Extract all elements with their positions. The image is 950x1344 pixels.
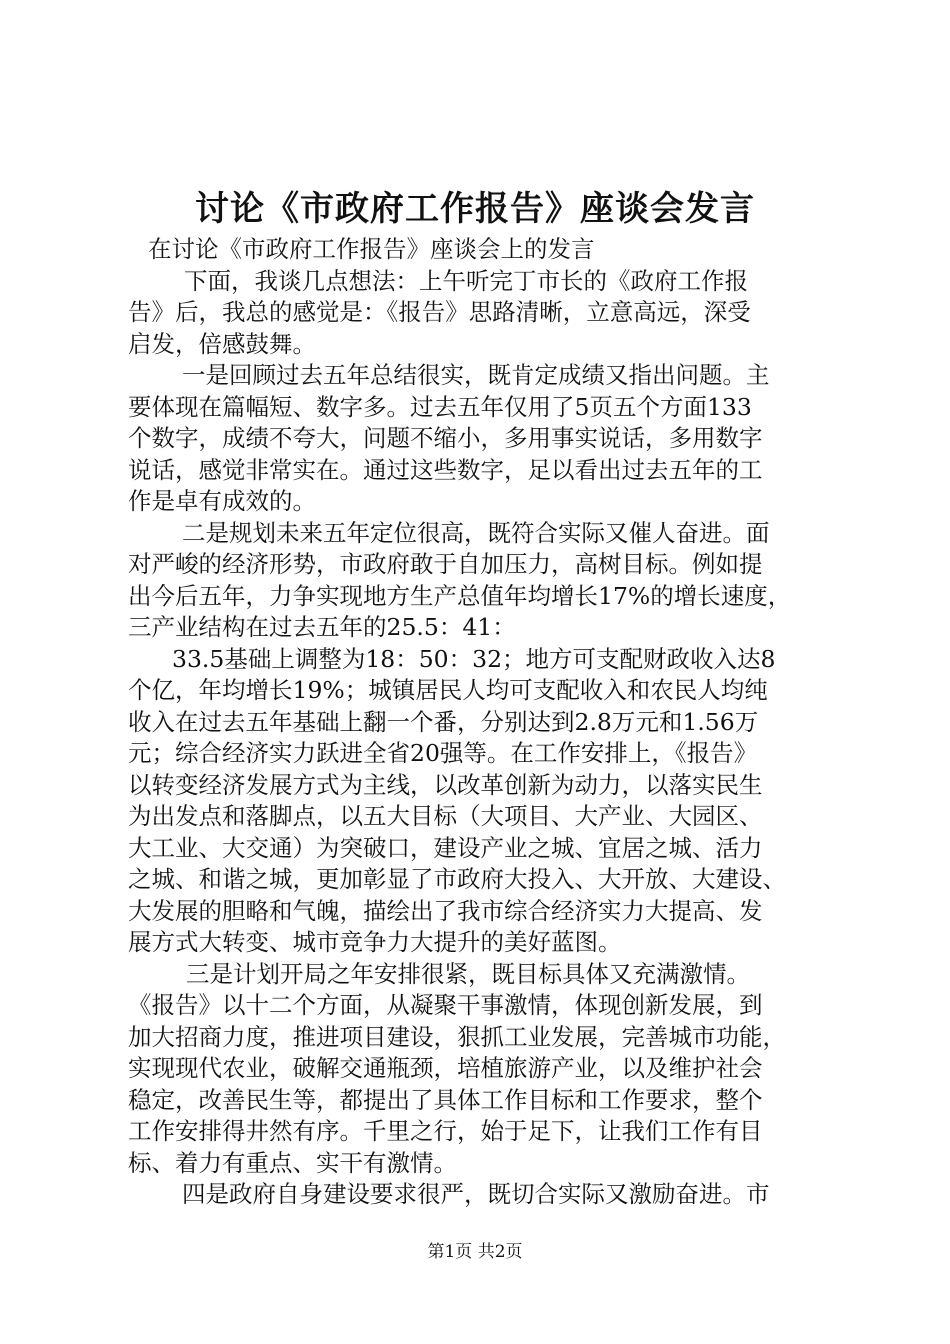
text-line: 三是计划开局之年安排很紧，既目标具体又充满激情。 bbox=[186, 959, 750, 988]
document-body bbox=[128, 234, 848, 1211]
text-line: 为出发点和落脚点，以五大目标（大项目、大产业、大园区、 bbox=[128, 802, 763, 830]
text-line: 下面，我谈几点想法：上午听完丁市长的《政府工作报 bbox=[184, 266, 748, 295]
text-line: 要体现在篇幅短、数字多。过去五年仅用了5页五个方面133 bbox=[128, 392, 752, 421]
text-line: 加大招商力度，推进项目建设，狠抓工业发展，完善城市功能， bbox=[128, 1022, 786, 1051]
text-line: 元；综合经济实力跃进全省20强等。在工作安排上，《报告》 bbox=[128, 739, 758, 767]
text-line: 《报告》以十二个方面，从凝聚干事激情，体现创新发展，到 bbox=[128, 991, 763, 1019]
text-line: 大发展的胆略和气魄，描绘出了我市综合经济实力大提高、发 bbox=[128, 896, 763, 925]
text-line: 展方式大转变、城市竞争力大提升的美好蓝图。 bbox=[128, 928, 622, 956]
text-line: 收入在过去五年基础上翻一个番，分别达到2.8万元和1.56万 bbox=[128, 707, 759, 736]
text-line: 三产业结构在过去五年的25.5：41： bbox=[128, 613, 516, 641]
text-line: 工作安排得井然有序。千里之行，始于足下，让我们工作有目 bbox=[128, 1117, 763, 1145]
text-line: 二是规划未来五年定位很高，既符合实际又催人奋进。面 bbox=[182, 518, 770, 547]
text-line: 一是回顾过去五年总结很实，既肯定成绩又指出问题。主 bbox=[182, 361, 770, 389]
document-title: 讨论《市政府工作报告》座谈会发言 bbox=[195, 189, 755, 229]
text-line: 在讨论《市政府工作报告》座谈会上的发言 bbox=[148, 235, 595, 263]
text-line: 个亿，年均增长19%；城镇居民人均可支配收入和农民人均纯 bbox=[128, 676, 768, 704]
text-line: 之城、和谐之城，更加彰显了市政府大投入、大开放、大建设、 bbox=[128, 865, 786, 893]
text-line: 标、着力有重点、实干有激情。 bbox=[128, 1148, 457, 1177]
text-line: 以转变经济发展方式为主线，以改革创新为动力，以落实民生 bbox=[128, 770, 763, 799]
text-line: 出今后五年，力争实现地方生产总值年均增长17%的增长速度， bbox=[128, 581, 792, 610]
page-number: 第1页 共2页 bbox=[427, 1242, 523, 1262]
text-line: 个数字，成绩不夸大，问题不缩小，多用事实说话，多用数字 bbox=[128, 424, 763, 452]
text-line: 33.5基础上调整为18：50：32；地方可支配财政收入达8 bbox=[172, 644, 776, 673]
text-line: 稳定，改善民生等，都提出了具体工作目标和工作要求，整个 bbox=[128, 1085, 763, 1114]
text-line: 对严峻的经济形势，市政府敢于自加压力，高树目标。例如提 bbox=[128, 550, 763, 578]
text-line: 作是卓有成效的。 bbox=[128, 487, 316, 515]
text-line: 大工业、大交通）为突破口，建设产业之城、宜居之城、活力 bbox=[128, 833, 763, 862]
text-line: 启发，倍感鼓舞。 bbox=[128, 329, 316, 358]
text-line: 实现现代农业，破解交通瓶颈，培植旅游产业，以及维护社会 bbox=[128, 1054, 763, 1082]
text-line: 告》后，我总的感觉是：《报告》思路清晰，立意高远，深受 bbox=[128, 298, 751, 326]
text-line: 四是政府自身建设要求很严，既切合实际又激励奋进。市 bbox=[182, 1180, 770, 1208]
text-line: 说话，感觉非常实在。通过这些数字，足以看出过去五年的工 bbox=[128, 455, 763, 484]
